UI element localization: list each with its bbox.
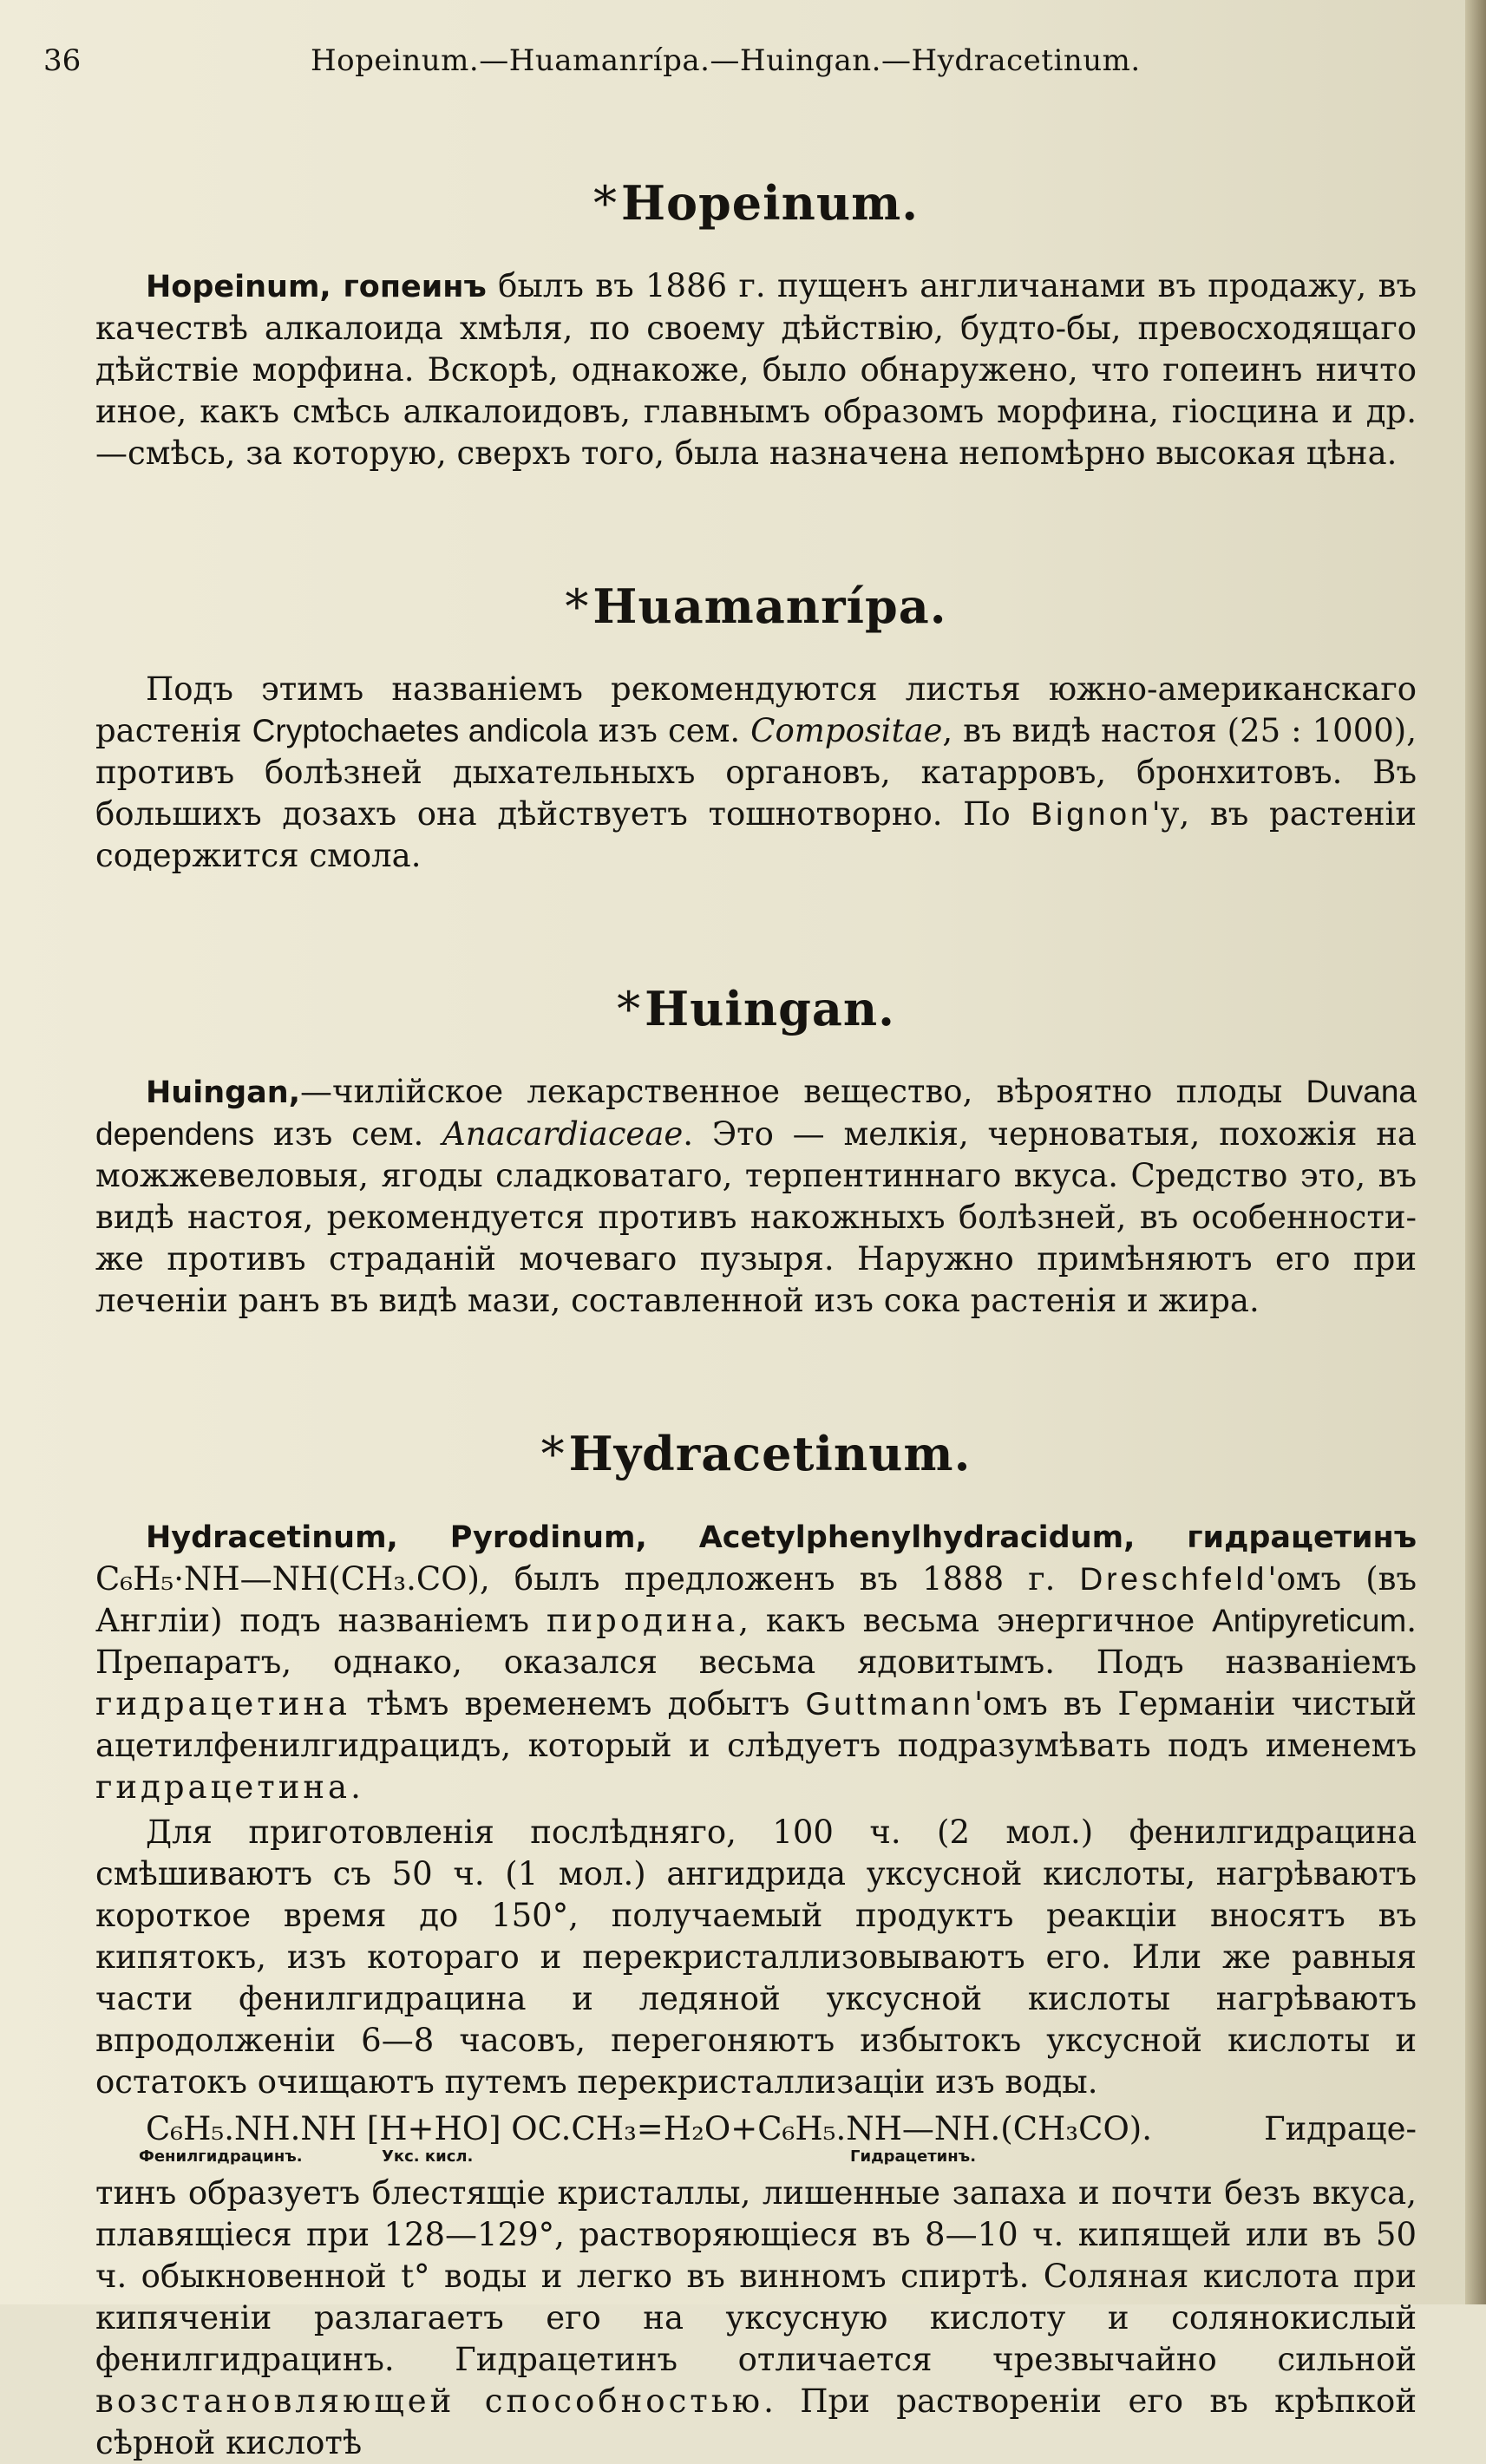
section-title-text: Huingan. xyxy=(645,981,895,1036)
latin-plant-name: Cryptochaetes andicola xyxy=(252,713,588,748)
formula-caption-phenylhydrazine: Фенилгидрацинъ. xyxy=(139,2147,303,2166)
paragraph-hydracetinum-intro xyxy=(95,1516,1417,1808)
spaced-term: гидрацетина xyxy=(95,1685,351,1722)
paragraph-hydracetinum-preparation: Для приготовленія послѣдняго, 100 ч. (2 мол.) фенилгидрацина смѣшиваютъ съ 50 ч. (1 мол.) ангидрида уксусной кислоты, нагрѣваютъ короткое время до 150°, получаемый продуктъ реакціи вносятъ въ кипятокъ, изъ котораго и перекристаллизовываютъ его. Или же равныя части фенилгидрацина и ледяной уксусной кислоты нагрѣваютъ впродолженіи 6—8 часовъ, перегоняютъ избытокъ уксусной кислоты и остатокъ очищаютъ путемъ перекристаллизаціи изъ воды. xyxy=(95,1814,1417,2101)
page-number: 36 xyxy=(43,43,82,78)
paragraph-hydracetinum-properties xyxy=(95,2173,1417,2464)
author-name: Dreschfeld xyxy=(1079,1561,1268,1597)
section-title-text: Hydracetinum. xyxy=(568,1426,972,1481)
text-run: тинъ образуетъ блестящіе кристаллы, лишенные запаха и почти безъ вкуса, плавящіеся при 128—129°, растворяющіеся въ 8—10 ч. кипящей или въ 50 ч. обыкновенной t° воды и легко въ винномъ спиртѣ. Соляная кислота при кипяченіи разлагаетъ его на уксусную кислоту и солянокислый фенилгидрацинъ. Гидрацетинъ отличается чрезвычайно сильной xyxy=(95,2174,1417,2378)
spaced-term: гидрацетина xyxy=(95,1768,351,1806)
text-run: —чилійское лекарственное вещество, вѣроятно плоды xyxy=(300,1073,1306,1110)
text-run: изъ сем. xyxy=(587,712,751,749)
section-title-huamanripa xyxy=(95,578,1417,634)
section-star: * xyxy=(592,176,618,231)
text-run: Подъ этимъ названіемъ рекомендуются листья южно-американскаго растенія xyxy=(95,670,1417,749)
paragraph-huamanripa xyxy=(95,669,1417,877)
formula-caption-hydracetin: Гидрацетинъ. xyxy=(850,2147,977,2166)
section-star: * xyxy=(565,579,590,634)
text-run: , въ видѣ настоя (25 : 1000), противъ болѣзней дыхательныхъ органовъ, катарровъ, бронхитовъ. Въ большихъ дозахъ она дѣйствуетъ тошнотворно. По xyxy=(95,712,1417,833)
latin-term: Antipyreticum xyxy=(1212,1603,1407,1638)
author-name: Bignon xyxy=(1031,796,1152,832)
section-title-text: Huamanrípa. xyxy=(592,578,947,634)
section-star: * xyxy=(540,1427,566,1481)
section-title-huingan xyxy=(95,981,1417,1036)
spaced-term: пиродина xyxy=(546,1602,739,1639)
text-run: . Это — мелкія, черноватыя, похожія на можжевеловыя, ягоды сладковатаго, терпентиннаго вкуса. Средство это, въ видѣ настоя, рекомендуется противъ накожныхъ болѣзней, въ особенности-же противъ страданій мочеваго пузыря. Наружно примѣняютъ его при леченіи ранъ въ видѣ мази, составленной изъ сока растенія и жира. xyxy=(95,1115,1417,1319)
family-name: Compositae xyxy=(750,712,943,749)
formula-caption-acetic-acid: Укс. кисл. xyxy=(382,2147,474,2166)
section-star: * xyxy=(617,982,642,1036)
text-run: былъ въ 1886 г. пущенъ англичанами въ продажу, въ качествѣ алкалоида хмѣля, по своему дѣйствію, будто-бы, превосходящаго дѣйствіе морфина. Вскорѣ, однакоже, было обнаружено, что гопеинъ ничто иное, какъ смѣсь алкалоидовъ, главнымъ образомъ морфина, гіосцина и др.—смѣсь, за которую, сверхъ того, была назначена непомѣрно высокая цѣна. xyxy=(95,267,1417,472)
page-gutter-shadow xyxy=(1465,0,1486,2304)
section-title-hopeinum xyxy=(95,175,1417,231)
formula-tail-word: Гидраце- xyxy=(1264,2110,1417,2147)
text-run: . Препаратъ, однако, оказался весьма ядовитымъ. Подъ названіемъ xyxy=(95,1602,1417,1681)
text-run: изъ сем. xyxy=(254,1115,443,1153)
running-head xyxy=(43,36,1417,85)
text-run: C₆H₅·NH—NH(CH₃.CO), былъ предложенъ въ 1888 г. xyxy=(95,1560,1080,1598)
running-title: Hopeinum.—Huamanrípa.—Huingan.—Hydracetinum. xyxy=(311,43,1141,78)
text-run: 'у, въ растеніи содержится смола. xyxy=(95,795,1417,874)
text-run: 'омъ въ Германіи чистый ацетилфенилгидрацидъ, который и слѣдуетъ подразумѣвать подъ именемъ xyxy=(95,1685,1417,1764)
latin-plant-name: Duvana dependens xyxy=(95,1074,1417,1152)
author-name: Guttmann xyxy=(805,1686,974,1722)
section-title-text: Hopeinum. xyxy=(620,175,920,231)
text-run: , какъ весьма энергичное xyxy=(738,1602,1213,1639)
term-hopeinum: Hopeinum, гопеинъ xyxy=(146,270,487,304)
formula-equation: C₆H₅.NH.NH [H+HO] OC.CH₃=H₂O+C₆H₅.NH—NH.(CH₃CO). xyxy=(146,2110,1152,2147)
paragraph-huingan xyxy=(95,1071,1417,1322)
reaction-formula xyxy=(95,2108,1417,2173)
spaced-term: возстановляющей способностью xyxy=(95,2382,764,2420)
text-run: 'омъ (въ Англіи) подъ названіемъ xyxy=(95,1560,1417,1639)
section-title-hydracetinum xyxy=(95,1426,1417,1481)
term-hydracetinum: Hydracetinum, Pyrodinum, Acetylphenylhydracidum, гидрацетинъ xyxy=(146,1520,1417,1555)
paragraph-hopeinum xyxy=(95,265,1417,474)
text-run: . xyxy=(350,1768,361,1806)
family-name: Anacardiaceae xyxy=(442,1115,684,1153)
text-run: тѣмъ временемъ добытъ xyxy=(350,1685,806,1722)
term-huingan: Huingan, xyxy=(146,1075,301,1110)
text-run: . При раствореніи его въ крѣпкой сѣрной кислотѣ xyxy=(95,2382,1417,2461)
